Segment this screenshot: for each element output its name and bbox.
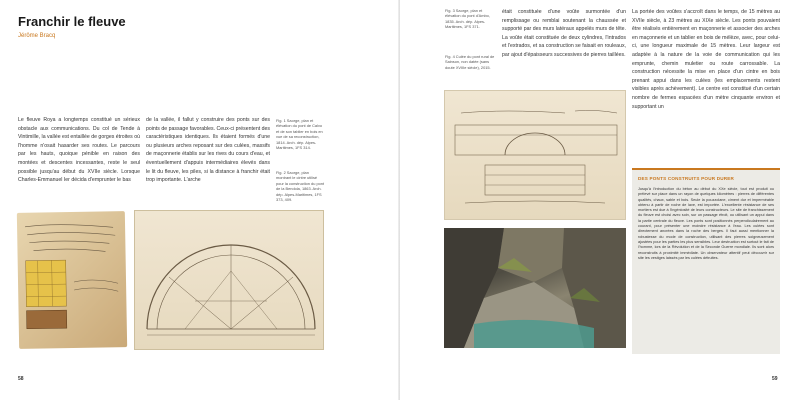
- figure-caption-4: Fig. 4 Culée du pont rural de Sainson, non datée (sans doute XVIIIe siècle), 2015.: [445, 54, 495, 70]
- figure-4-gorge-photo: [444, 228, 626, 348]
- article-title: Franchir le fleuve: [18, 14, 126, 29]
- body-column-1: Le fleuve Roya a longtemps constitué un sérieux obstacle aux communications. Du col de Tende à Vintimille, la vallée est entaillée de gorges étroites où l'homme n'osait hasarder ses routes. Le parcours par les hauts, quoique pénible en raison des montées et descentes incessantes, reste le seul possible jusqu'au début du XVIIe siècle. Lorsque Charles-Emmanuel Ier décida d'emprunter le bas: [18, 117, 140, 184]
- bridge-plan-drawing: [445, 91, 626, 220]
- body-column-2: de la vallée, il fallut y construire des ponts sur des points de passage favorables. Ceux-ci présentent des caractéristiques identiques. Ils étaient formés d'une ou plusieurs arches reposant sur des culées, massifs de maçonnerie établis sur les rives du cours d'eau, et éventuellement d'appuis intermédiaires élevés dans le lit du fleuve, les piles, si la distance à franchir était trop importante. L'arche: [146, 117, 270, 184]
- sidebar-box: [632, 168, 780, 354]
- sidebar-title: DES PONTS CONSTRUITS POUR DURER: [638, 176, 735, 181]
- sidebar-text: Jusqu'à l'introduction du béton au début du XXe siècle, tout est produit ou prélevé sur place dans un rayon de quelques kilomètres : pierres de différentes qualités, chaux, sable et bois. Seule la pouzzolane, ciment dur et imperméable obtenu à partir de roche de lave, est importée. L'excellente résistance de ses mortiers est due à l'ingéniosité de leurs constructeurs. Le site de franchissement du fleuve est choisi avec soin, sur un passage étroit, ou utilisant un appui dans la partie centrale du fleuve. Les ponts sont positionnés perpendiculairement au courant, pour présenter une moindre résistance à l'eau. Les culées sont directement ancrées dans la roche des berges. Il faut aussi mentionner la robustesse du mode de construction, utilisant des pierres soigneusement ajustées pour les parties les plus sensibles. Leur destruction est surtout le fait de l'homme, lors de la Révolution et de la Seconde Guerre mondiale. Ils sont alors reconstruits à proximité immédiate. Un observateur attentif peut découvrir sur site les vestiges laissés par les culées détruites.: [638, 187, 774, 260]
- figure-3-bridge-plan: [444, 90, 626, 220]
- manuscript-drawing: [17, 211, 127, 349]
- article-author: Jérôme Bracq: [18, 33, 56, 39]
- body-column-3: était constituée d'une voûte surmontée d'un remplissage ou remblai soutenant la chaussée et supporté par des murs latéraux appelés murs de tête. La voûte était constituée de deux cylindres, l'intrados et l'extrados, et sa construction se faisait en rouleaux, par ajout d'épaisseurs successives de pierres taillées.: [502, 9, 626, 58]
- figure-1-manuscript: [17, 211, 127, 349]
- page-number-left: 58: [18, 376, 24, 382]
- figure-caption-3: Fig. 3 Saorge, plan et élévation du pont d'Ambo, 1835. Arch. dép. Alpes-Maritimes, 1FS 371.: [445, 8, 490, 30]
- body-column-4: La portée des voûtes s'accroît dans le temps, de 15 mètres au XVIIe siècle, à 23 mètres au XIXe siècle. Les ponts pouvaient être réalisés entièrement en maçonnerie et associer des arches en maçonnerie et un tablier en bois de mélèze, avec, pour celui-ci, une longueur maximale de 15 mètres. Leur largeur est adaptée à la nature de la voie de communication qui les emprunte, chemin muletier ou route carrossable. La construction nécessite la mise en place d'un cintre en bois prenant appui dans les culées (les emplacements restent visibles après achèvement). Le centre est constitué d'un certain nombre de fermes espacées d'un mètre cinquante environ et supportant un: [632, 9, 780, 110]
- right-page: [400, 0, 800, 400]
- figure-caption-2: Fig. 2 Saorge, plan montrant le cintre utilisé pour la construction du pont de la Bendola, 1863. Arch. dép. Alpes-Maritimes, 1FS 373, 409.: [276, 170, 325, 203]
- figure-caption-1: Fig. 1 Saorge, plan et élévation du pont de Calvo et de son tablier en bois en vue de sa reconstruction, 1814. Arch. dép. Alpes-Maritimes, 1FS 314.: [276, 118, 323, 151]
- page-number-right: 59: [772, 376, 778, 382]
- figure-2-centering-plan: [134, 210, 324, 350]
- gorge-photo-drawing: [444, 228, 626, 348]
- centering-drawing: [135, 211, 324, 350]
